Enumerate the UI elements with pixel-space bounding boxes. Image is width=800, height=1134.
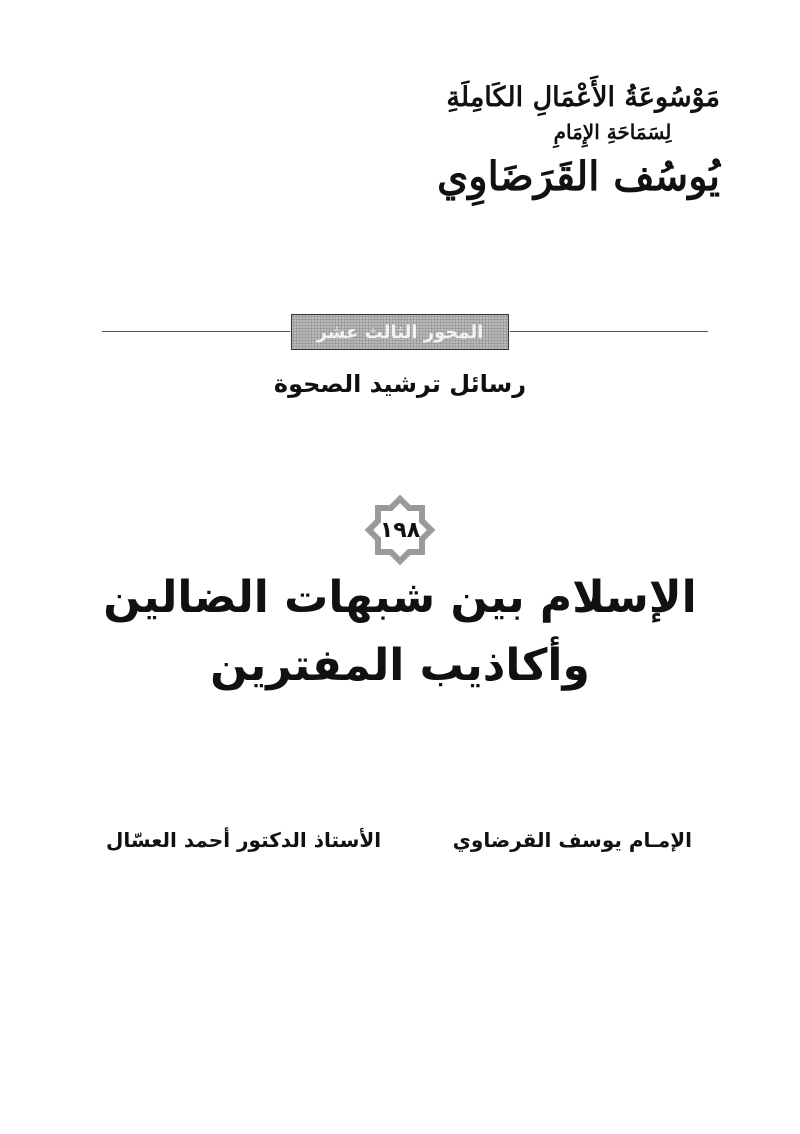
book-title-line-2: وأكاذيب المفترين (210, 640, 590, 691)
star-badge (358, 488, 442, 572)
divider-line-right (510, 331, 708, 332)
encyclopedia-logo (436, 78, 720, 218)
book-title (60, 564, 740, 700)
author-first: الإمـام يوسف القرضاوي (452, 828, 692, 852)
section-subtitle: رسائل ترشيد الصحوة (273, 370, 527, 398)
logo-line-name: يُوسُف القَرَضَاوِي (436, 153, 720, 200)
book-title-line-1: الإسلام بين شبهات الضالين (103, 572, 697, 623)
book-number: ١٩٨ (379, 517, 421, 543)
logo-line-imam: لِسَمَاحَةِ الإِمَامِ (553, 120, 672, 144)
author-second: الأستاذ الدكتور أحمد العسّال (106, 828, 382, 852)
logo-line-encyclopedia: مَوْسُوعَةُ الأَعْمَالِ الكَامِلَةِ (446, 82, 720, 113)
authors-row (80, 822, 720, 858)
section-label-box (291, 314, 509, 350)
divider-line-left (102, 331, 290, 332)
section-label: المحور الثالث عشر (316, 321, 484, 343)
